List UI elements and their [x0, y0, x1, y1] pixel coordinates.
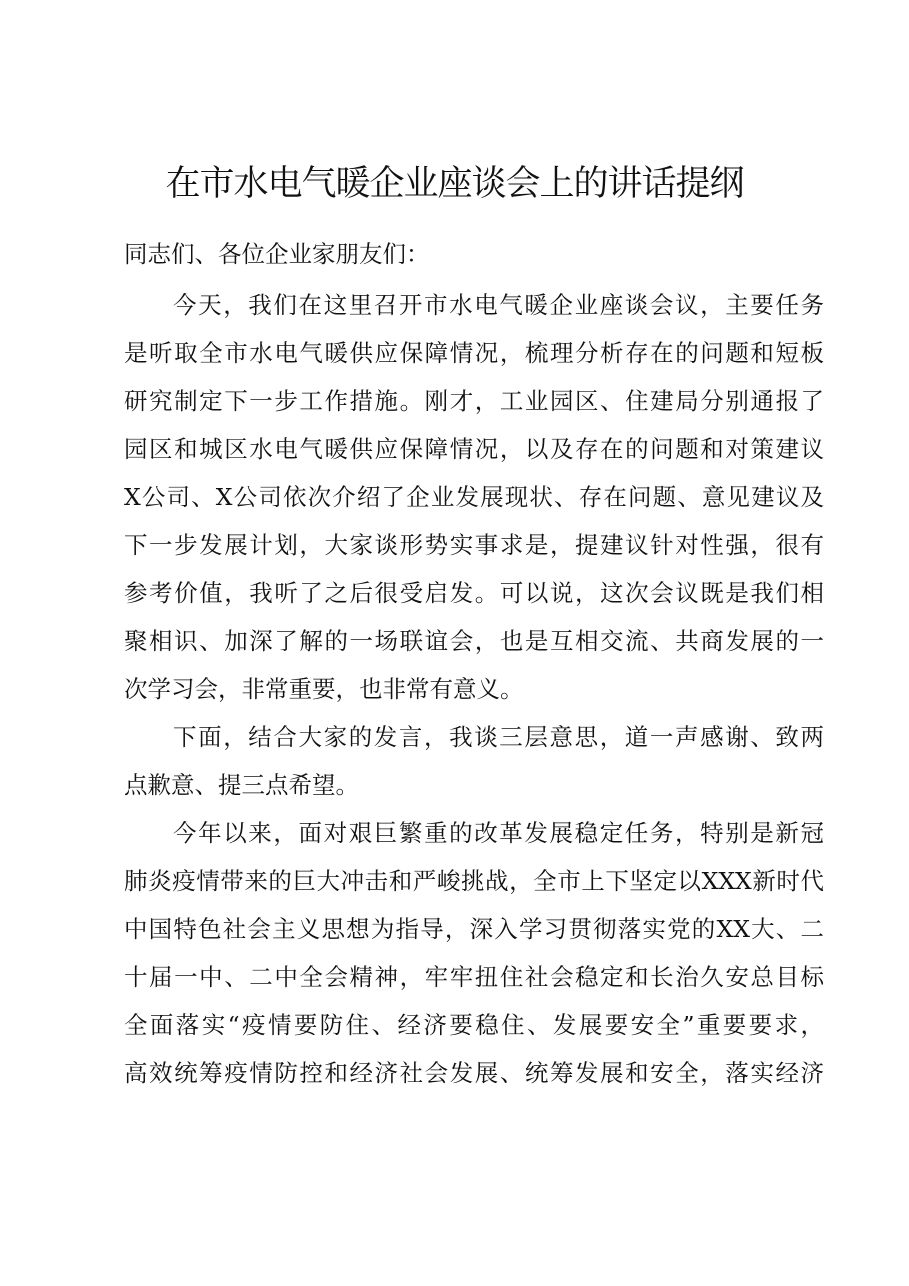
paragraph-line: 全面落实“疫情要防住、经济要稳住、发展要安全”重要要求， — [124, 1011, 824, 1039]
paragraph-line: 聚相识、加深了解的一场联谊会，也是互相交流、共商发展的一 — [124, 627, 824, 655]
paragraph-line: 今年以来，面对艰巨繁重的改革发展稳定任务，特别是新冠 — [173, 819, 824, 847]
paragraph-line: 是听取全市水电气暖供应保障情况，梳理分析存在的问题和短板 — [124, 339, 824, 367]
paragraph-line: 次学习会，非常重要，也非常有意义。 — [124, 675, 524, 703]
paragraph-line: 今天，我们在这里召开市水电气暖企业座谈会议，主要任务 — [173, 291, 824, 319]
document-title: 在市水电气暖企业座谈会上的讲话提纲 — [165, 164, 744, 204]
paragraph-line: 参考价值，我听了之后很受启发。可以说，这次会议既是我们相 — [124, 579, 824, 607]
paragraph-line: 高效统筹疫情防控和经济社会发展、统筹发展和安全，落实经济 — [124, 1059, 824, 1087]
paragraph-line: 点歉意、提三点希望。 — [124, 771, 359, 799]
paragraph-line: X公司、X公司依次介绍了企业发展现状、存在问题、意见建议及 — [124, 483, 824, 511]
salutation-line: 同志们、各位企业家朋友们： — [124, 240, 430, 268]
paragraph-line: 园区和城区水电气暖供应保障情况，以及存在的问题和对策建议 — [124, 435, 824, 463]
paragraph-line: 下一步发展计划，大家谈形势实事求是，提建议针对性强，很有 — [124, 531, 824, 559]
paragraph-line: 肺炎疫情带来的巨大冲击和严峻挑战，全市上下坚定以XXX新时代 — [124, 867, 824, 895]
paragraph-line: 十届一中、二中全会精神，牢牢扭住社会稳定和长治久安总目标 — [124, 963, 824, 991]
paragraph-line: 下面，结合大家的发言，我谈三层意思，道一声感谢、致两 — [173, 723, 824, 751]
paragraph-line: 中国特色社会主义思想为指导，深入学习贯彻落实党的XX大、二 — [124, 915, 824, 943]
paragraph-line: 研究制定下一步工作措施。刚才，工业园区、住建局分别通报了 — [124, 387, 824, 415]
